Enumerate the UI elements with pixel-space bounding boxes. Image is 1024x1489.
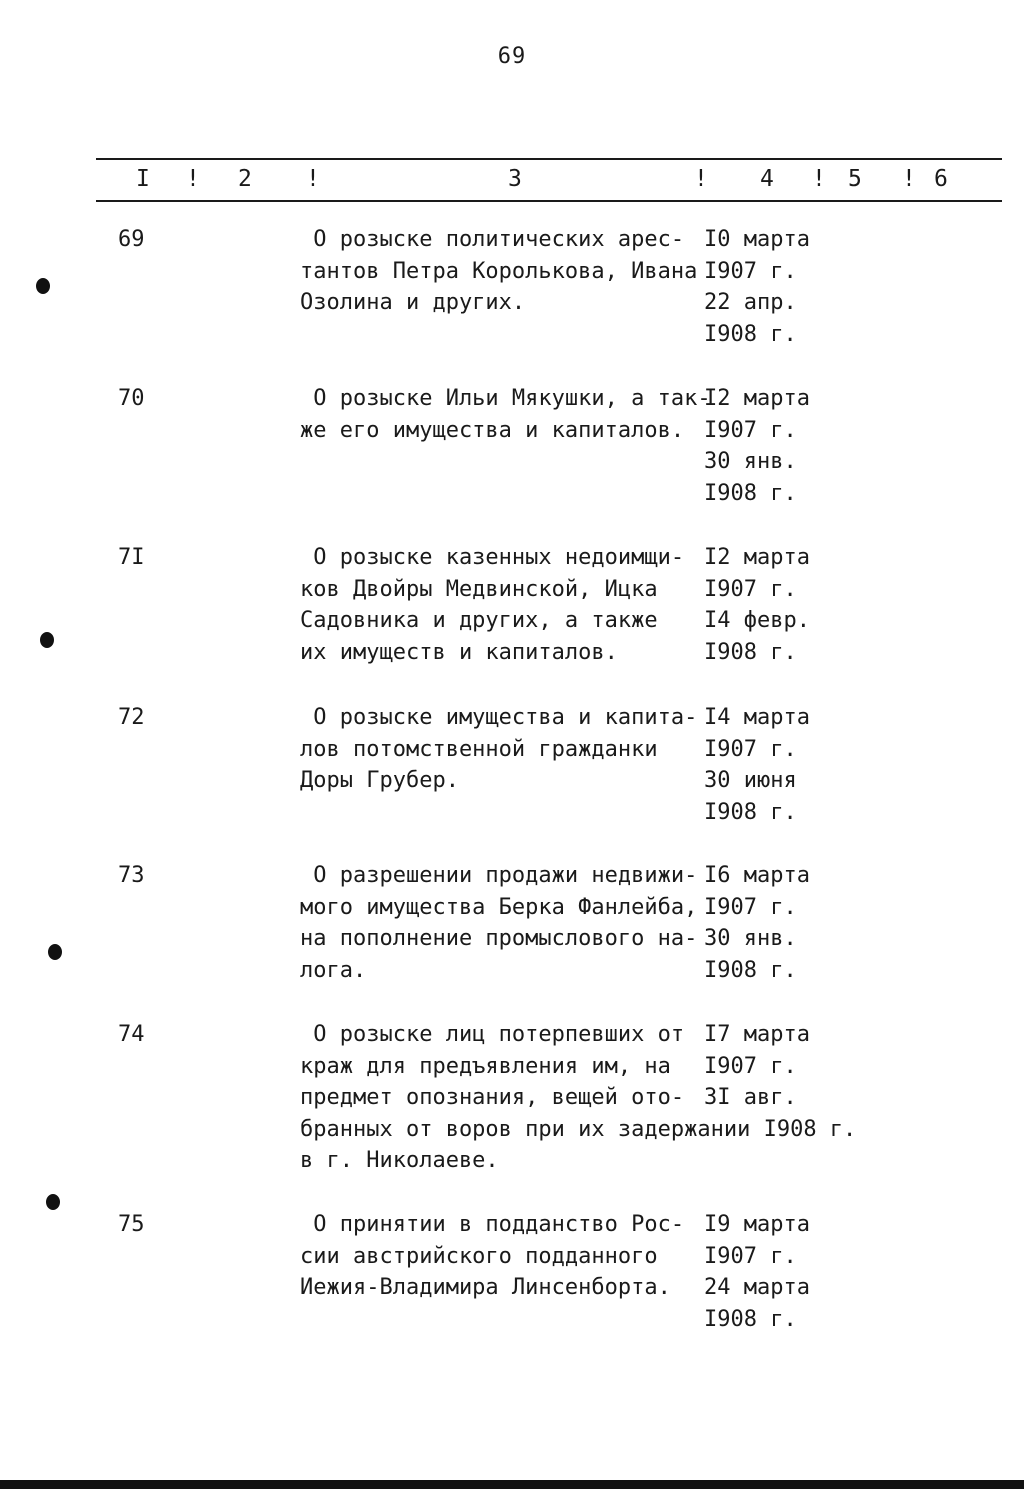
header-col-4: 4 — [760, 166, 774, 192]
row-number: 74 — [118, 1022, 145, 1047]
row-dates: I4 марта I907 г. 30 июня I908 г. — [704, 705, 810, 825]
page-number: 69 — [497, 44, 527, 69]
binder-hole-icon — [48, 944, 62, 960]
header-separator: ! — [186, 166, 200, 192]
row-number: 75 — [118, 1212, 145, 1237]
scan-edge-bar — [0, 1480, 1024, 1489]
row-dates: I2 марта I907 г. I4 февр. I908 г. — [704, 545, 810, 665]
row-number: 73 — [118, 863, 145, 888]
header-separator: ! — [812, 166, 826, 192]
row-title: О розыске политических арес- тантов Петра Королькова, Ивана Озолина и других. — [300, 227, 698, 315]
row-title: О розыске казенных недоимщи- ков Двойры Медвинской, Ицка Садовника и других, а также их имуществ и капиталов. — [300, 545, 685, 665]
header-col-2: 2 — [238, 166, 252, 192]
row-dates: I7 марта I907 г. 3I авг. — [704, 1022, 810, 1110]
binder-hole-icon — [40, 632, 54, 648]
row-title: О розыске лиц потерпевших от краж для предъявления им, на предмет опознания, вещей ото- бранных от воров при их задержании I908 г. в г. Николаеве. — [300, 1022, 857, 1173]
header-col-3: 3 — [508, 166, 522, 192]
row-number: 70 — [118, 386, 145, 411]
header-col-5: 5 — [848, 166, 862, 192]
row-number: 72 — [118, 705, 145, 730]
row-dates: I9 марта I907 г. 24 марта I908 г. — [704, 1212, 810, 1332]
header-col-6: 6 — [934, 166, 948, 192]
header-separator: ! — [902, 166, 916, 192]
row-title: О разрешении продажи недвижи- мого имущества Берка Фанлейба, на пополнение промыслового на- лога. — [300, 863, 698, 983]
row-dates: I2 марта I907 г. 30 янв. I908 г. — [704, 386, 810, 506]
row-title: О принятии в подданство Рос- сии австрийского подданного Иежия-Владимира Линсенборта. — [300, 1212, 685, 1300]
header-separator: ! — [694, 166, 708, 192]
row-title: О розыске имущества и капита- лов потомственной гражданки Доры Грубер. — [300, 705, 698, 793]
row-dates: I6 марта I907 г. 30 янв. I908 г. — [704, 863, 810, 983]
header-separator: ! — [306, 166, 320, 192]
binder-hole-icon — [46, 1194, 60, 1210]
header-top-rule — [96, 158, 1002, 160]
header-bottom-rule — [96, 200, 1002, 202]
row-title: О розыске Ильи Мякушки, а так- же его имущества и капиталов. — [300, 386, 711, 443]
binder-hole-icon — [36, 278, 50, 294]
row-number: 69 — [118, 227, 145, 252]
row-dates: I0 марта I907 г. 22 апр. I908 г. — [704, 227, 810, 347]
header-col-1: I — [136, 166, 150, 192]
row-number: 7I — [118, 545, 145, 570]
